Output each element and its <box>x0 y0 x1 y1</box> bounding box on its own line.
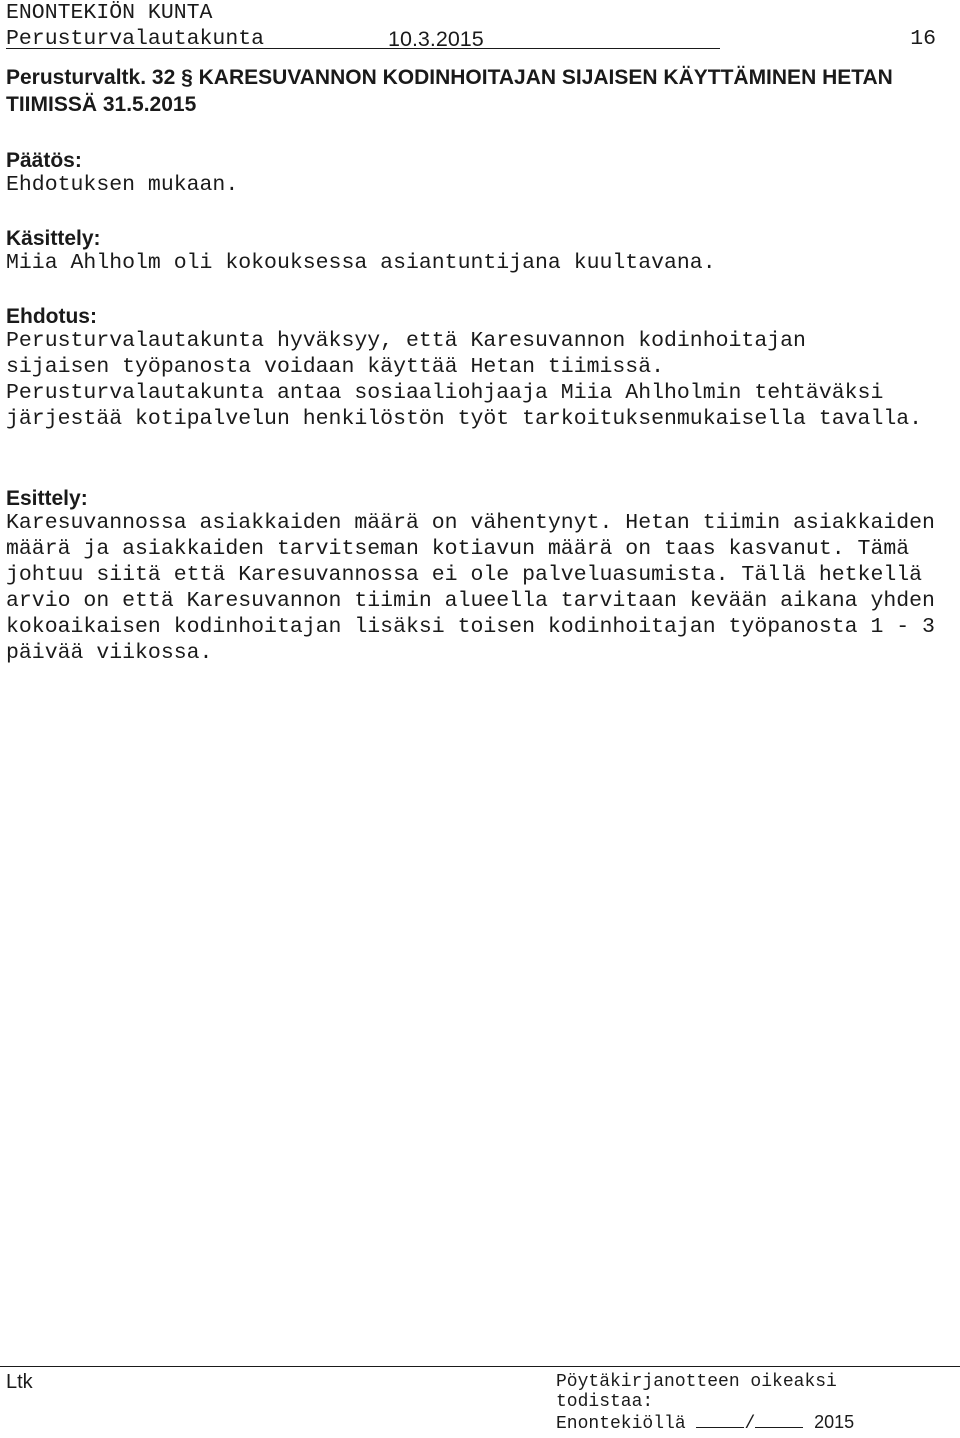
header-board-line <box>6 26 936 52</box>
agenda-item-title <box>6 64 946 118</box>
proposal-section <box>6 302 946 432</box>
meeting-date: 10.3.2015 <box>388 27 484 51</box>
handling-text: Miia Ahlholm oli kokouksessa asiantuntijana kuultavana. <box>6 251 716 275</box>
month-blank <box>755 1413 803 1428</box>
certify-year: 2015 <box>814 1412 855 1432</box>
title-text: KARESUVANNON KODINHOITAJAN SIJAISEN KÄYTTÄMINEN HETAN TIIMISSÄ 31.5.2015 <box>6 66 893 116</box>
footer-divider <box>0 1366 960 1367</box>
proposal-paragraph-2: Perusturvalautakunta antaa sosiaaliohjaaja Miia Ahlholmin tehtäväksi järjestää kotipalvelun henkilöstön työt tarkoituksenmukaisella tavalla. <box>6 381 923 431</box>
decision-section <box>6 146 946 198</box>
proposal-label: Ehdotus: <box>6 305 97 328</box>
proposal-paragraph-1: Perusturvalautakunta hyväksyy, että Karesuvannon kodinhoitajan sijaisen työpanosta voidaan käyttää Hetan tiimissä. <box>6 329 806 379</box>
certify-date-line <box>556 1412 956 1434</box>
handling-section <box>6 224 946 276</box>
certify-line-2: todistaa: <box>556 1392 654 1412</box>
board-name: Perusturvalautakunta <box>6 27 265 51</box>
municipality-name: ENONTEKIÖN KUNTA <box>6 1 213 25</box>
decision-label: Päätös: <box>6 149 82 172</box>
footer-certification <box>556 1372 956 1434</box>
day-blank <box>696 1413 744 1428</box>
date-separator: / <box>744 1414 756 1434</box>
certify-line-1: Pöytäkirjanotteen oikeaksi <box>556 1372 837 1392</box>
handling-label: Käsittely: <box>6 227 101 250</box>
item-number: 32 <box>151 66 176 89</box>
title-prefix: Perusturvaltk. <box>6 66 147 89</box>
header-underline-gap <box>484 26 720 49</box>
certify-place: Enontekiöllä <box>556 1414 686 1434</box>
header-underline-gap <box>264 26 388 49</box>
presentation-label: Esittely: <box>6 487 88 510</box>
presentation-section <box>6 484 946 666</box>
section-sign: § <box>181 66 193 89</box>
presentation-text: Karesuvannossa asiakkaiden määrä on vähentynyt. Hetan tiimin asiakkaiden määrä ja asiakkaiden tarvitseman kotiavun määrä on taas kasvanut. Tämä johtuu siitä että Karesuvannossa ei ole palveluasumista. Tällä hetkellä arvio on että Karesuvannon tiimin alueella tarvitaan kevään aikana yhden kokoaikaisen kodinhoitajan lisäksi toisen kodinhoitajan työpanosta 1 - 3 päivää viikossa. <box>6 511 935 665</box>
decision-text: Ehdotuksen mukaan. <box>6 173 239 197</box>
footer-initials: Ltk <box>6 1371 33 1393</box>
page-number: 16 <box>910 27 936 51</box>
